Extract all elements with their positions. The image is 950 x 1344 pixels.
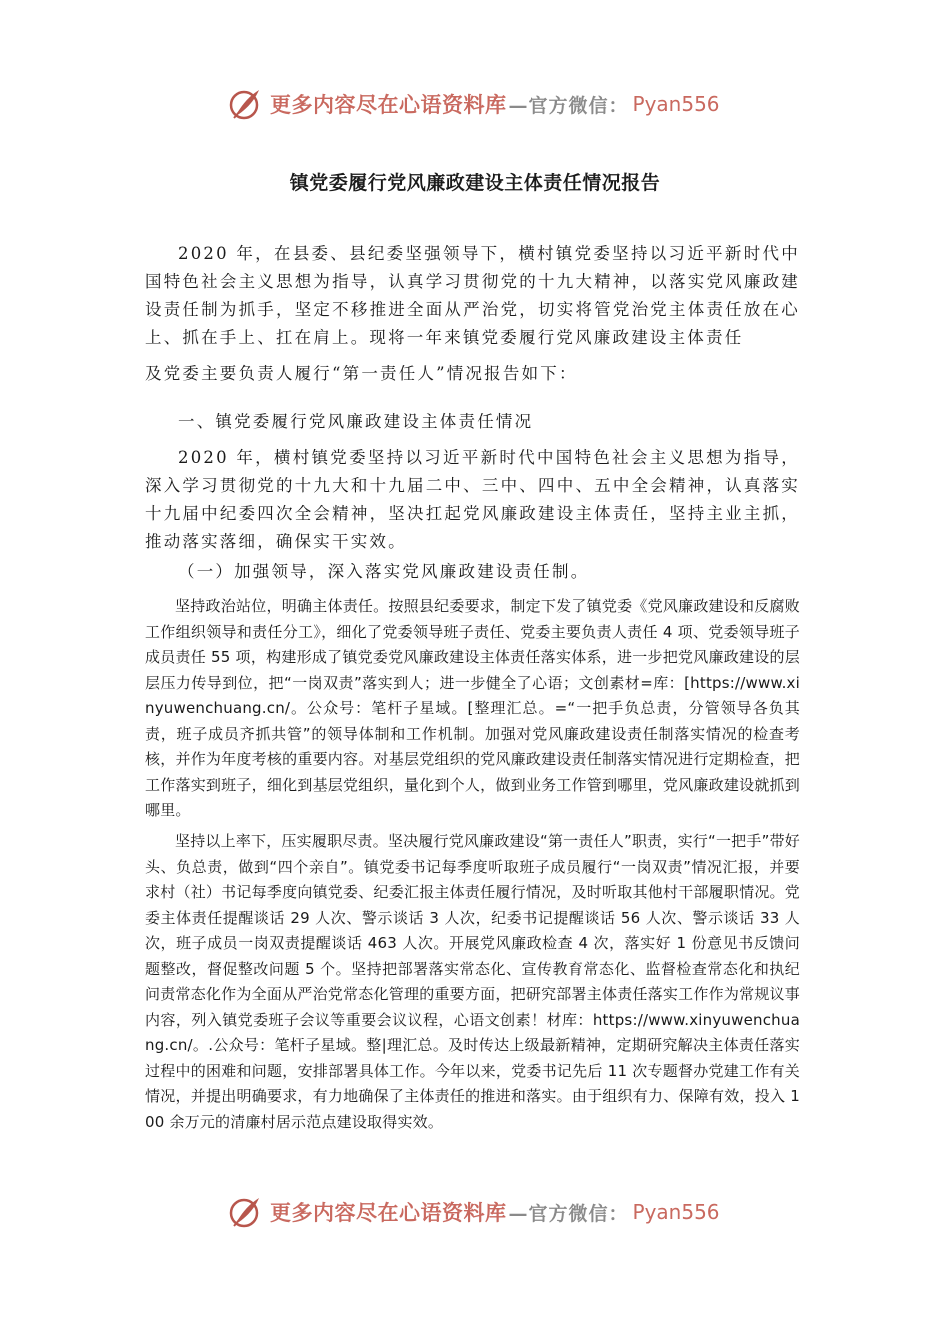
footer-banner [228,1192,720,1232]
banner-sub-text: —官方微信： [508,94,629,117]
quill-logo-icon [228,87,262,121]
subsection-1-heading: （一）加强领导，深入落实党风廉政建设责任制。 [178,562,590,581]
banner-wechat-id: Pyan556 [632,1200,720,1224]
quill-logo-icon [228,1195,262,1229]
section-1-heading: 一、镇党委履行党风廉政建设主体责任情况 [178,412,534,431]
intro-paragraph: 2020 年，在县委、县纪委坚强领导下，横村镇党委坚持以习近平新时代中国特色社会主义思想为指导，认真学习贯彻党的十九大精神，以落实党风廉政建设责任制为抓手，坚定不移推进全面从严治党，切实将管党治党主体责任放在心上、抓在手上、扛在肩上。现将一年来镇党委履行党风廉政建设主体责任 [145,244,800,347]
document-title: 镇党委履行党风廉政建设主体责任情况报告 [289,172,661,194]
banner-wechat-id: Pyan556 [632,92,720,116]
intro-paragraph-tail: 及党委主要负责人履行“第一责任人”情况报告如下： [145,364,578,383]
banner-text [270,1197,720,1227]
header-banner [228,84,720,124]
banner-sub-text: —官方微信： [508,1202,629,1225]
banner-main-text: 更多内容尽在心语资料库 [270,1200,507,1225]
banner-main-text: 更多内容尽在心语资料库 [270,92,507,117]
body-paragraph-lead-by-example: 坚持以上率下，压实履职尽责。坚决履行党风廉政建设“第一责任人”职责，实行“一把手”带好头、负总责，做到“四个亲自”。镇党委书记每季度听取班子成员履行“一岗双责”情况汇报，并要求村（社）书记每季度向镇党委、纪委汇报主体责任履行情况，及时听取其他村干部履职情况。党委主体责任提醒谈话 29 人次、警示谈话 3 人次，纪委书记提醒谈话 56 人次、警示谈话 33 人次，班子成员一岗双责提醒谈话 463 人次。开展党风廉政检查 4 次，落实好 1 份意见书反馈问题整改，督促整改问题 5 个。坚持把部署落实常态化、宣传教育常态化、监督检查常态化和执纪问责常态化作为全面从严治党常态化管理的重要方面，把研究部署主体责任落实工作作为常规议事内容，列入镇党委班子会议等重要会议议程，心语文创素！材库：https://www.xinyuwenchuang.cn/。.公众号：笔杆子星域。整|理汇总。及时传达上级最新精神，定期研究解决主体责任落实过程中的困难和问题，安排部署具体工作。今年以来，党委书记先后 11 次专题督办党建工作有关情况，并提出明确要求，有力地确保了主体责任的推进和落实。由于组织有力、保障有效，投入 100 余万元的清廉村居示范点建设取得实效。 [145,832,800,1131]
body-paragraph-political-stance: 坚持政治站位，明确主体责任。按照县纪委要求，制定下发了镇党委《党风廉政建设和反腐败工作组织领导和责任分工》，细化了党委领导班子责任、党委主要负责人责任 4 项、党委领导班子成员责任 55 项，构建形成了镇党委党风廉政建设主体责任落实体系，进一步把党风廉政建设的层层压力传导到位，把“一岗双责”落实到人；进一步健全了心语；文创素材=库：[https://www.xinyuwenchuang.cn/。公众号：笔杆子星域。[整理汇总。=“一把手负总责，分管领导各负其责，班子成员齐抓共管”的领导体制和工作机制。加强对党风廉政建设责任制落实情况的检查考核，并作为年度考核的重要内容。对基层党组织的党风廉政建设责任制落实情况进行定期检查，把工作落实到班子，细化到基层党组织，量化到个人，做到业务工作管到哪里，党风廉政建设就抓到哪里。 [145,597,800,819]
banner-text [270,89,720,119]
section-1-paragraph: 2020 年，横村镇党委坚持以习近平新时代中国特色社会主义思想为指导，深入学习贯彻党的十九大和十九届二中、三中、四中、五中全会精神，认真落实十九届中纪委四次全会精神，坚决扛起党风廉政建设主体责任，坚持主业主抓，推动落实落细，确保实干实效。 [145,448,800,551]
